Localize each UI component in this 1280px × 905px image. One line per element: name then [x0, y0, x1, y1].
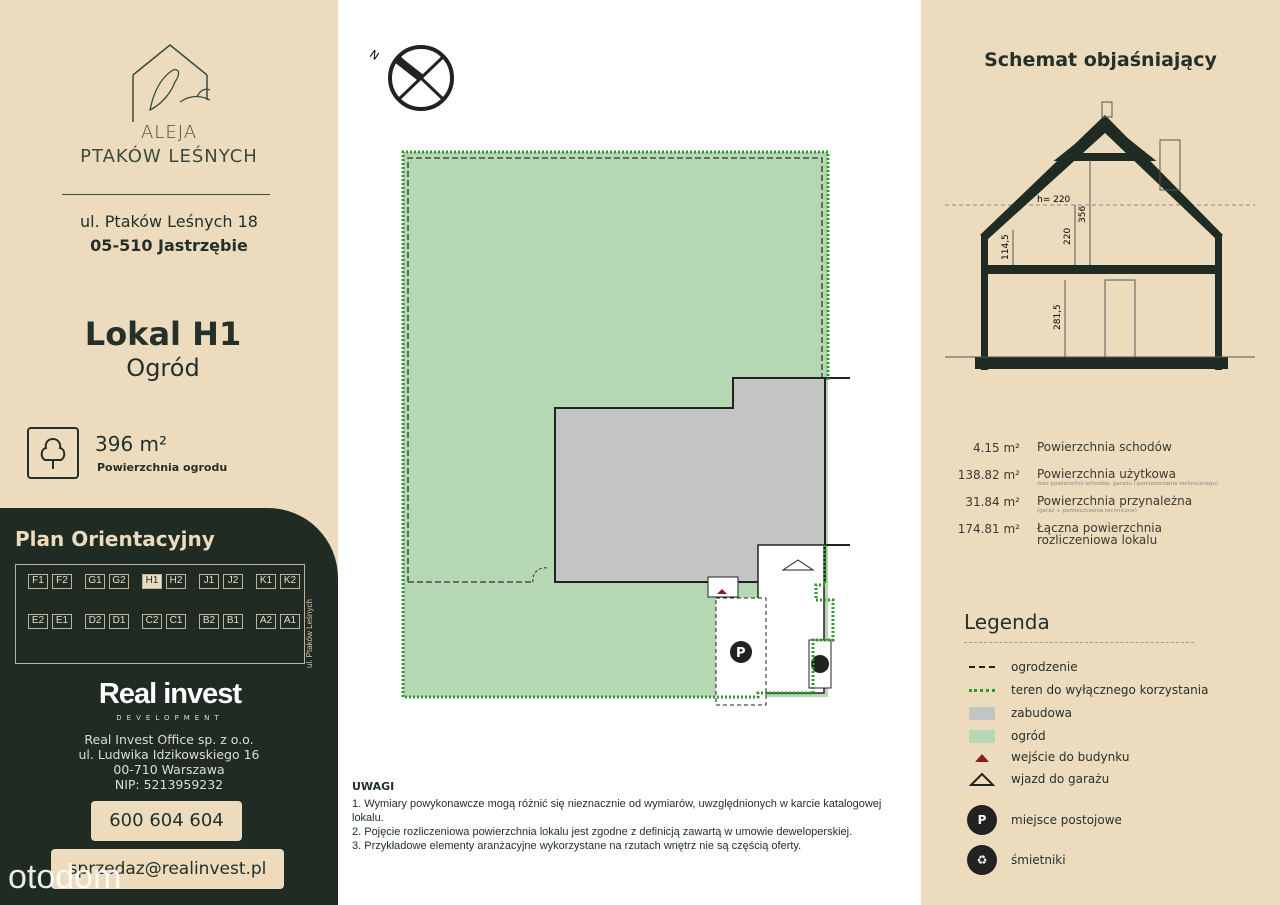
tree-icon [27, 427, 79, 479]
developer-nip: NIP: 5213959232 [114, 777, 224, 792]
schema-title: Schemat objaśniający [984, 49, 1217, 71]
developer-city: 00-710 Warszawa [113, 762, 225, 777]
developer-info [0, 732, 338, 792]
otodom-watermark: otodom [8, 858, 122, 896]
area-label: Powierzchnia użytkowa [1037, 467, 1176, 481]
phone-button[interactable]: 600 604 604 [91, 801, 242, 841]
plan-panel [0, 508, 338, 905]
lot-A1[interactable]: A1 [280, 614, 300, 629]
lot-E2[interactable]: E2 [28, 614, 48, 629]
legend-item [965, 729, 1046, 743]
note-item: 2. Pojęcie rozliczeniowa powierzchnia lokalu jest zgodne z definicją zawartą w umowie deweloperskiej. [352, 826, 853, 838]
address-street: ul. Ptaków Leśnych 18 [80, 212, 258, 231]
legend-item [965, 683, 1208, 697]
lot-G1[interactable]: G1 [85, 574, 105, 589]
plan-title: Plan Orientacyjny [15, 527, 215, 551]
lot-D1[interactable]: D1 [109, 614, 129, 629]
legend-label: miejsce postojowe [1011, 813, 1122, 827]
bird-house-logo-icon [125, 40, 215, 125]
dim-h220: h= 220 [1037, 195, 1071, 205]
parking-icon: P [965, 805, 999, 835]
garden-area-label: Powierzchnia ogrodu [97, 461, 228, 474]
lot-K1[interactable]: K1 [256, 574, 276, 589]
building-swatch-icon [965, 707, 999, 720]
exclusive-area-icon [965, 689, 999, 692]
lot-J2[interactable]: J2 [223, 574, 243, 589]
garden-area: 396 m² [95, 432, 168, 456]
lot-C1[interactable]: C1 [166, 614, 186, 629]
entrance-icon [965, 751, 999, 763]
dim-356: 356 [1078, 205, 1088, 223]
email-button[interactable]: sprzedaz@realinvest.pl [51, 849, 284, 889]
legend-label: ogrodzenie [1011, 660, 1078, 674]
lot-C2[interactable]: C2 [142, 614, 162, 629]
floor-plan [338, 0, 921, 780]
lot-A2[interactable]: A2 [256, 614, 276, 629]
lot-G2[interactable]: G2 [109, 574, 129, 589]
lot-F2[interactable]: F2 [52, 574, 72, 589]
compass-icon [390, 47, 452, 109]
developer-logo: Real invest [98, 678, 242, 710]
brand-name-line1: ALEJA [140, 122, 198, 143]
brand-name-line2: PTAKÓW LEŚNYCH [80, 146, 258, 167]
legend-item [965, 805, 1122, 835]
dim-114: 114,5 [1001, 234, 1011, 260]
area-label: Powierzchnia schodów [1037, 440, 1172, 454]
note-item: 3. Przykładowe elementy aranżacyjne wykorzystane na rzutach wnętrz nie są częścią oferty. [352, 840, 802, 852]
legend-label: teren do wyłącznego korzystania [1011, 683, 1209, 697]
lot-K2[interactable]: K2 [280, 574, 300, 589]
garden-swatch-icon [965, 730, 999, 743]
legend-item [965, 660, 1078, 674]
compass-label: N [367, 47, 382, 63]
cross-section-diagram [945, 95, 1255, 375]
legend-label: śmietniki [1011, 853, 1066, 867]
unit-subtitle: Ogród [126, 354, 200, 382]
street-label: ul. Ptaków Leśnych [305, 599, 314, 668]
recycle-icon: ♻ [965, 845, 999, 875]
area-note: (bez powierzchni schodów, garażu i pomieszczenia technicznego) [1037, 481, 1218, 487]
legend-title: Legenda [964, 610, 1050, 634]
area-note: (garaż + pomieszczenie techniczne) [1037, 508, 1137, 514]
lot-B1[interactable]: B1 [223, 614, 243, 629]
legend-divider [964, 642, 1194, 643]
legend-label: wjazd do garażu [1011, 772, 1110, 786]
fence-line-icon [965, 666, 999, 668]
lot-F1[interactable]: F1 [28, 574, 48, 589]
divider [62, 194, 270, 195]
garage-entry-icon [965, 772, 999, 786]
legend-item [965, 845, 1066, 875]
legend-label: ogród [1011, 729, 1046, 743]
lot-D2[interactable]: D2 [85, 614, 105, 629]
lot-H1[interactable]: H1 [142, 574, 162, 589]
lot-J1[interactable]: J1 [199, 574, 219, 589]
legend-item [965, 772, 1109, 786]
developer-company: Real Invest Office sp. z o.o. [84, 732, 254, 747]
legend-label: wejście do budynku [1011, 750, 1130, 764]
lot-E1[interactable]: E1 [52, 614, 72, 629]
developer-street: ul. Ludwika Idzikowskiego 16 [78, 747, 260, 762]
legend-item [965, 750, 1129, 764]
dim-220: 220 [1063, 227, 1073, 245]
lot-B2[interactable]: B2 [199, 614, 219, 629]
floor-plan-area [338, 0, 921, 905]
area-value: 138.82 m² [957, 468, 1020, 482]
notes-title: UWAGI [352, 780, 395, 793]
svg-text:P: P [736, 646, 746, 661]
address-city: 05-510 Jastrzębie [90, 236, 248, 255]
area-label: Łączna powierzchnia rozliczeniowa lokalu [1037, 521, 1162, 547]
dim-281: 281,5 [1053, 304, 1063, 330]
notes-list [352, 797, 912, 853]
area-value: 31.84 m² [965, 495, 1020, 509]
lot-H2[interactable]: H2 [166, 574, 186, 589]
area-value: 4.15 m² [972, 441, 1020, 455]
area-value: 174.81 m² [957, 522, 1020, 536]
legend-label: zabudowa [1011, 706, 1073, 720]
developer-logo-sub: DEVELOPMENT [116, 714, 224, 722]
legend-item [965, 706, 1072, 720]
area-label: Powierzchnia przynależna [1037, 494, 1193, 508]
note-item: 1. Wymiary powykonawcze mogą różnić się nieznacznie od wymiarów, uwzględnionych w karcie katalogowej lokalu. [352, 798, 882, 824]
unit-title: Lokal H1 [84, 315, 242, 353]
